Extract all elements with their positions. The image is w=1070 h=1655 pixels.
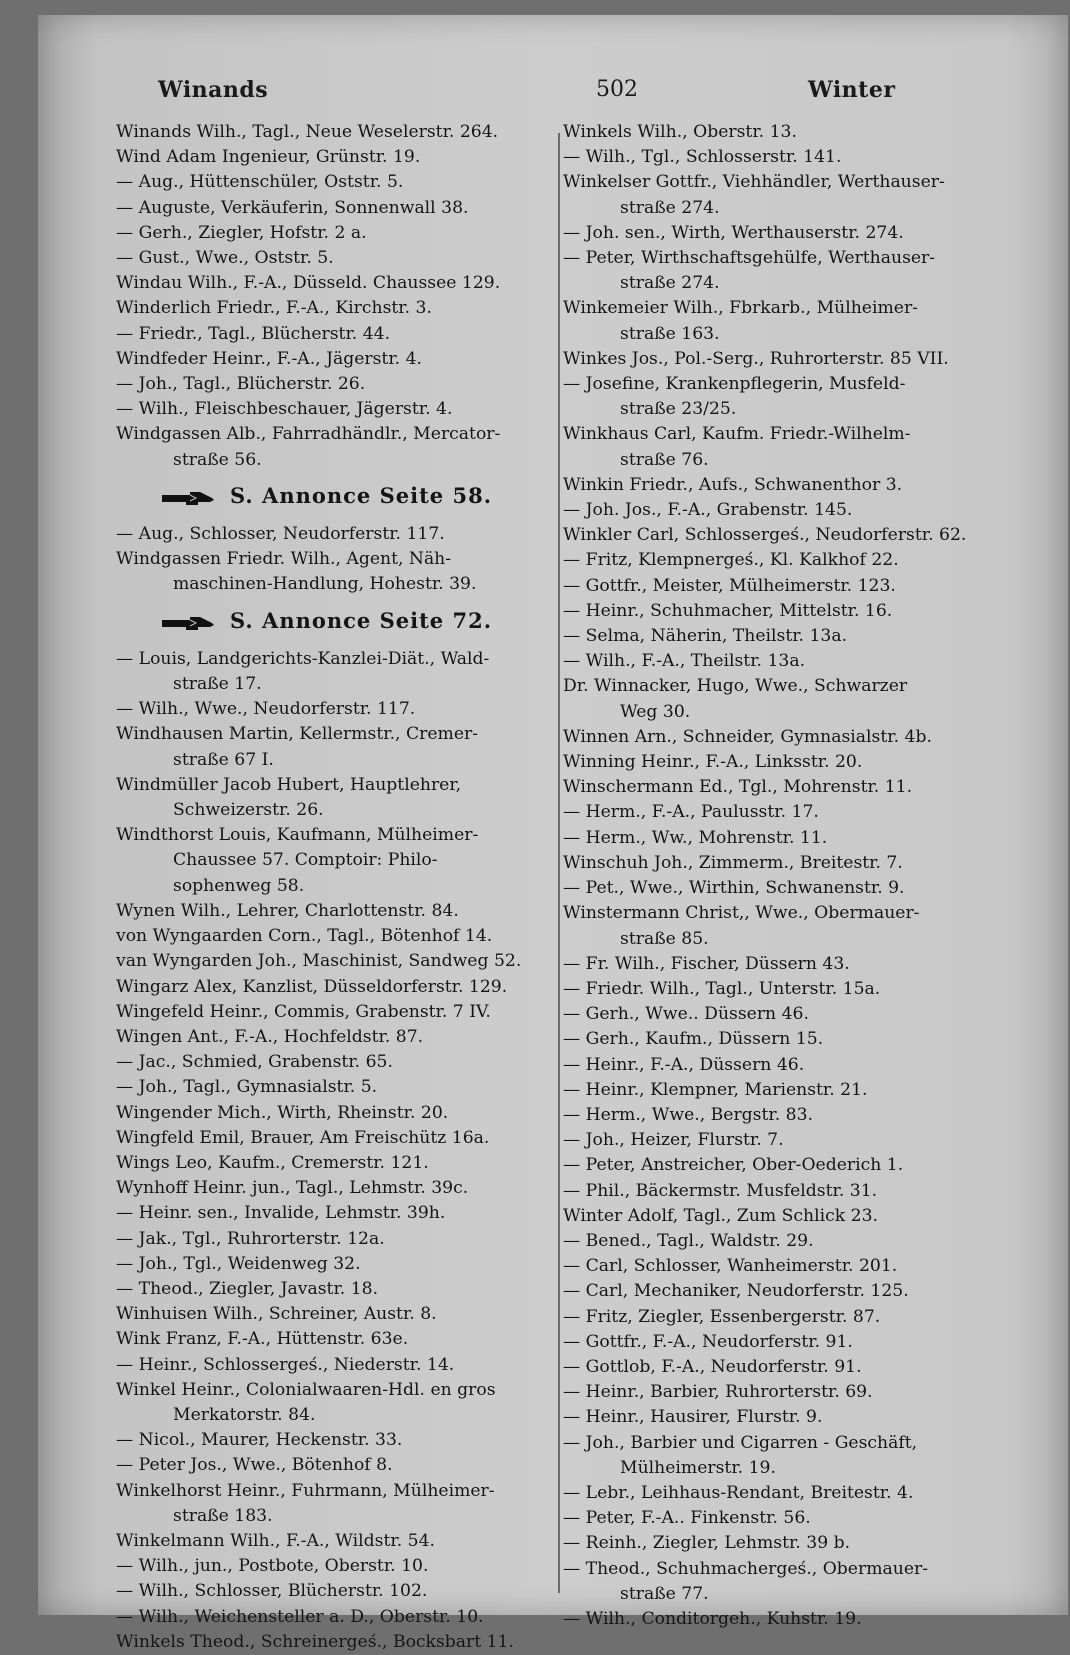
entry-line: — Wilh., Wwe., Neudorferstr. 117. [116,699,416,720]
entry-line: — Heinr., F.-A., Düssern 46. [563,1054,805,1075]
entry-line: Windthorst Louis, Kaufmann, Mülheimer- [116,825,479,846]
entry-line: — Gerh., Ziegler, Hofstr. 2 a. [116,222,367,243]
annonce-text: S. Annonce Seite 72. [230,607,493,633]
directory-entry [116,1353,581,1378]
entry-line: Winkemeier Wilh., Fbrkarb., Mülheimer- [563,298,918,319]
directory-entry [563,1128,1043,1153]
entry-continuation: Schweizerstr. 26. [173,800,324,821]
directory-entry [116,120,581,145]
annonce-reference [116,608,581,633]
entry-line: — Joh. Jos., F.-A., Grabenstr. 145. [563,500,853,521]
entry-line: — Auguste, Verkäuferin, Sonnenwall 38. [116,197,469,218]
entry-continuation: straße 77. [620,1583,709,1604]
directory-entry [116,1605,581,1630]
entry-continuation: straße 56. [173,449,262,470]
entry-line: Winands Wilh., Tagl., Neue Weselerstr. 264. [116,122,499,142]
entry-line: — Heinr., Hausirer, Flurstr. 9. [563,1407,823,1428]
entry-line: Winkler Carl, Schlossergeś., Neudorferstr. 62. [563,525,967,546]
entry-line: — Pet., Wwe., Wirthin, Schwanenstr. 9. [563,878,905,899]
directory-entry [116,647,581,697]
directory-entry [116,397,581,422]
directory-entry [563,851,1043,876]
directory-entry [116,1529,581,1554]
directory-entry [563,800,1043,825]
directory-entry [116,170,581,195]
entry-continuation: straße 23/25. [620,399,737,420]
directory-entry [563,1481,1043,1506]
directory-entry [563,977,1043,1002]
entry-line: — Joh., Tagl., Blücherstr. 26. [116,374,366,395]
entry-line: Winnen Arn., Schneider, Gymnasialstr. 4b. [563,726,932,747]
directory-entry [563,120,1043,145]
entry-line: — Phil., Bäckermstr. Musfeldstr. 31. [563,1180,878,1201]
entry-line: Wynen Wilh., Lehrer, Charlottenstr. 84. [116,900,459,921]
directory-entry [116,1151,581,1176]
entry-line: Winkelhorst Heinr., Fuhrmann, Mülheimer- [116,1480,495,1501]
entry-line: — Friedr. Wilh., Tagl., Unterstr. 15a. [563,978,881,999]
directory-entry [116,1000,581,1025]
directory-entry [563,1053,1043,1078]
directory-entry [563,826,1043,851]
entry-line: — Heinr., Barbier, Ruhrorterstr. 69. [563,1382,873,1403]
entry-line: Winkels Wilh., Oberstr. 13. [563,122,797,142]
directory-entry [563,1229,1043,1254]
directory-entry [116,347,581,372]
entry-line: Winschuh Joh., Zimmerm., Breitestr. 7. [563,852,903,873]
directory-entry [116,246,581,271]
entry-line: — Gottfr., F.-A., Neudorferstr. 91. [563,1331,853,1352]
entry-continuation: straße 76. [620,449,709,470]
directory-entry [116,722,581,772]
entry-line: — Jak., Tgl., Ruhrorterstr. 12a. [116,1228,385,1249]
entry-line: — Gerh., Wwe.. Düssern 46. [563,1004,809,1025]
directory-entry [563,296,1043,346]
directory-entry [563,1002,1043,1027]
entry-line: van Wyngarden Joh., Maschinist, Sandweg 52. [116,951,522,972]
directory-entry [116,322,581,347]
entry-line: — Gust., Wwe., Oststr. 5. [116,248,334,269]
directory-entry [116,975,581,1000]
entry-line: — Theod., Ziegler, Javastr. 18. [116,1278,379,1299]
entry-line: Windgassen Friedr. Wilh., Agent, Näh- [116,549,452,570]
entry-line: — Josefine, Krankenpflegerin, Musfeld- [563,374,906,395]
entry-line: Windfeder Heinr., F.-A., Jägerstr. 4. [116,348,422,369]
entry-line: — Joh., Heizer, Flurstr. 7. [563,1130,784,1151]
entry-line: — Peter Jos., Wwe., Bötenhof 8. [116,1455,393,1476]
directory-entry [116,773,581,823]
directory-entry [563,1607,1043,1632]
directory-entry [563,1431,1043,1481]
entry-line: Winkes Jos., Pol.-Serg., Ruhrorterstr. 85 VII. [563,348,949,369]
directory-entry [563,952,1043,977]
entry-continuation: straße 67 I. [173,749,274,770]
directory-entry [563,170,1043,220]
entry-line: — Carl, Mechaniker, Neudorferstr. 125. [563,1281,909,1302]
directory-entry [116,1479,581,1529]
directory-entry [116,697,581,722]
directory-entry [116,1277,581,1302]
entry-line: — Lebr., Leihhaus-Rendant, Breitestr. 4. [563,1482,914,1503]
directory-entry [116,949,581,974]
entry-line: Winkhaus Carl, Kaufm. Friedr.-Wilhelm- [563,424,911,445]
entry-line: Windgassen Alb., Fahrradhändlr., Mercator- [116,424,501,445]
entry-line: Wingfeld Emil, Brauer, Am Freischütz 16a. [116,1127,490,1148]
directory-entry [563,1254,1043,1279]
entry-line: — Selma, Näherin, Theilstr. 13a. [563,626,848,647]
entry-line: — Fritz, Klempnergeś., Kl. Kalkhof 22. [563,550,899,571]
entry-line: — Louis, Landgerichts-Kanzlei-Diät., Wald- [116,648,490,669]
entry-continuation: straße 183. [173,1505,273,1526]
directory-entry [563,1330,1043,1355]
directory-entry [116,296,581,321]
directory-entry [563,523,1043,548]
entry-line: — Wilh., Tgl., Schlosserstr. 141. [563,147,842,168]
directory-entry [563,498,1043,523]
directory-entry [563,145,1043,170]
entry-line: — Herm., F.-A., Paulusstr. 17. [563,802,819,823]
entry-line: — Aug., Schlosser, Neudorferstr. 117. [116,524,445,545]
entry-line: Dr. Winnacker, Hugo, Wwe., Schwarzer [563,676,908,697]
entry-line: — Herm., Wwe., Bergstr. 83. [563,1104,813,1125]
entry-line: — Wilh., F.-A., Theilstr. 13a. [563,651,806,672]
header-left-keyword: Winands [158,77,269,103]
directory-entry [116,221,581,246]
directory-entry [563,1506,1043,1531]
entry-line: — Friedr., Tagl., Blücherstr. 44. [116,323,391,344]
entry-continuation: straße 163. [620,323,720,344]
entry-line: Winkin Friedr., Aufs., Schwanenthor 3. [563,474,903,495]
entry-line: — Joh., Barbier und Cigarren - Geschäft, [563,1432,918,1453]
directory-entry [116,1126,581,1151]
entry-line: — Wilh., Schlosser, Blücherstr. 102. [116,1581,428,1602]
entry-line: — Jac., Schmied, Grabenstr. 65. [116,1052,393,1073]
entry-line: — Nicol., Maurer, Heckenstr. 33. [116,1430,403,1451]
directory-entry [116,1630,581,1655]
directory-entry [563,1078,1043,1103]
directory-entry [116,1428,581,1453]
entry-line: — Gerh., Kaufm., Düssern 15. [563,1029,824,1050]
entry-line: von Wyngaarden Corn., Tagl., Bötenhof 14. [116,926,493,947]
directory-entry [116,1227,581,1252]
directory-entry [563,649,1043,674]
entry-line: Wingefeld Heinr., Commis, Grabenstr. 7 IV. [116,1001,491,1022]
directory-entry [563,674,1043,724]
directory-entry [116,271,581,296]
entry-line: Winkel Heinr., Colonialwaaren-Hdl. en gros [116,1379,496,1400]
directory-entry [116,1252,581,1277]
entry-line: — Wilh., Conditorgeh., Kuhstr. 19. [563,1608,862,1629]
entry-line: — Aug., Hüttenschüler, Oststr. 5. [116,172,404,193]
directory-entry [116,1579,581,1604]
entry-line: Winkels Theod., Schreinergeś., Bocksbart 11. [116,1631,514,1652]
entry-line: — Joh., Tagl., Gymnasialstr. 5. [116,1077,378,1098]
entry-line: — Heinr., Schuhmacher, Mittelstr. 16. [563,600,893,621]
entry-continuation: Weg 30. [620,701,691,722]
entry-continuation: straße 17. [173,674,262,695]
directory-entry [116,145,581,170]
entry-line: Winkelmann Wilh., F.-A., Wildstr. 54. [116,1530,435,1551]
directory-entry [563,1279,1043,1304]
entry-continuation: straße 274. [620,273,720,294]
directory-entry [116,1101,581,1126]
entry-line: — Heinr. sen., Invalide, Lehmstr. 39h. [116,1203,446,1224]
pointing-hand-icon [160,613,216,631]
entry-line: — Heinr., Klempner, Marienstr. 21. [563,1079,868,1100]
directory-entry [563,1204,1043,1229]
directory-entry [563,775,1043,800]
entry-line: — Gottfr., Meister, Mülheimerstr. 123. [563,575,896,596]
entry-continuation: sophenweg 58. [173,875,305,896]
directory-entry [116,1025,581,1050]
entry-continuation: Chaussee 57. Comptoir: Philo- [173,850,438,871]
entry-line: Winning Heinr., F.-A., Linksstr. 20. [563,752,863,773]
entry-line: Winstermann Christ,, Wwe., Obermauer- [563,903,920,924]
entry-continuation: maschinen-Handlung, Hohestr. 39. [173,574,477,595]
directory-entry [563,347,1043,372]
directory-entry [563,1380,1043,1405]
entry-line: Windmüller Jacob Hubert, Hauptlehrer, [116,774,462,795]
directory-entry [563,1179,1043,1204]
directory-entry [116,547,581,597]
directory-entry [563,1531,1043,1556]
page-header [118,77,1028,117]
entry-line: Winschermann Ed., Tgl., Mohrenstr. 11. [563,777,913,798]
annonce-reference [116,483,581,508]
entry-line: Wingen Ant., F.-A., Hochfeldstr. 87. [116,1026,424,1047]
directory-entry [563,876,1043,901]
entry-line: — Peter, Anstreicher, Ober-Oederich 1. [563,1155,904,1176]
entry-line: — Wilh., Weichensteller a. D., Oberstr. 10. [116,1606,484,1627]
entry-line: Wynhoff Heinr. jun., Tagl., Lehmstr. 39c. [116,1178,469,1199]
directory-page [38,15,1068,1652]
entry-line: — Fr. Wilh., Fischer, Düssern 43. [563,953,850,974]
directory-entry [563,624,1043,649]
entry-continuation: Mülheimerstr. 19. [620,1457,776,1478]
entry-line: Wingender Mich., Wirth, Rheinstr. 20. [116,1102,449,1123]
entry-line: Winter Adolf, Tagl., Zum Schlick 23. [563,1205,878,1226]
directory-entry [563,1557,1043,1607]
directory-entry [563,750,1043,775]
pointing-hand-icon [160,488,216,506]
directory-entry [563,1305,1043,1330]
directory-entry [563,372,1043,422]
directory-entry [563,548,1043,573]
entry-line: Windau Wilh., F.-A., Düsseld. Chaussee 129. [116,273,501,294]
entry-continuation: straße 274. [620,197,720,218]
directory-entry [563,246,1043,296]
directory-entry [563,422,1043,472]
directory-entry [116,1050,581,1075]
right-column [563,120,1043,1632]
entry-line: — Joh., Tgl., Weidenweg 32. [116,1253,361,1274]
directory-entry [563,574,1043,599]
directory-entry [116,1302,581,1327]
directory-entry [116,1201,581,1226]
directory-entry [116,372,581,397]
directory-entry [563,473,1043,498]
directory-entry [116,196,581,221]
directory-entry [563,221,1043,246]
entry-continuation: straße 85. [620,928,709,949]
entry-line: Wink Franz, F.-A., Hüttenstr. 63e. [116,1329,409,1350]
entry-continuation: Merkatorstr. 84. [173,1404,316,1425]
entry-line: — Bened., Tagl., Waldstr. 29. [563,1230,814,1251]
directory-entry [116,522,581,547]
entry-line: — Wilh., jun., Postbote, Oberstr. 10. [116,1556,429,1577]
directory-entry [116,1378,581,1428]
directory-entry [116,1176,581,1201]
directory-entry [116,1554,581,1579]
entry-line: — Peter, F.-A.. Finkenstr. 56. [563,1508,811,1529]
entry-line: — Joh. sen., Wirth, Werthauserstr. 274. [563,222,904,243]
directory-entry [563,901,1043,951]
entry-line: — Carl, Schlosser, Wanheimerstr. 201. [563,1256,898,1277]
directory-entry [116,1327,581,1352]
directory-entry [563,1405,1043,1430]
directory-entry [563,725,1043,750]
entry-line: Windhausen Martin, Kellermstr., Cremer- [116,724,479,745]
entry-line: Wingarz Alex, Kanzlist, Düsseldorferstr. 129. [116,976,508,997]
entry-line: — Herm., Ww., Mohrenstr. 11. [563,827,828,848]
entry-line: Winhuisen Wilh., Schreiner, Austr. 8. [116,1304,437,1325]
directory-entry [563,1103,1043,1128]
directory-entry [563,1027,1043,1052]
directory-entry [563,599,1043,624]
directory-entry [116,899,581,924]
page-number: 502 [596,77,638,102]
entry-line: Winderlich Friedr., F.-A., Kirchstr. 3. [116,298,432,319]
annonce-text: S. Annonce Seite 58. [230,482,493,508]
entry-line: — Gottlob, F.-A., Neudorferstr. 91. [563,1356,862,1377]
entry-line: Winkelser Gottfr., Viehhändler, Werthauser- [563,172,945,193]
directory-entry [116,924,581,949]
directory-entry [563,1153,1043,1178]
directory-entry [116,422,581,472]
directory-entry [116,1075,581,1100]
directory-entry [563,1355,1043,1380]
entry-line: Wind Adam Ingenieur, Grünstr. 19. [116,147,421,168]
entry-line: — Wilh., Fleischbeschauer, Jägerstr. 4. [116,399,453,420]
entry-line: — Peter, Wirthschaftsgehülfe, Werthauser- [563,248,936,269]
entry-line: Wings Leo, Kaufm., Cremerstr. 121. [116,1152,429,1173]
entry-line: — Fritz, Ziegler, Essenbergerstr. 87. [563,1306,881,1327]
entry-line: — Reinh., Ziegler, Lehmstr. 39 b. [563,1533,851,1554]
left-column [116,120,581,1655]
entry-line: — Theod., Schuhmachergeś., Obermauer- [563,1558,929,1579]
directory-entry [116,1453,581,1478]
entry-line: — Heinr., Schlossergeś., Niederstr. 14. [116,1354,455,1375]
directory-entry [116,823,581,899]
header-right-keyword: Winter [808,77,896,103]
